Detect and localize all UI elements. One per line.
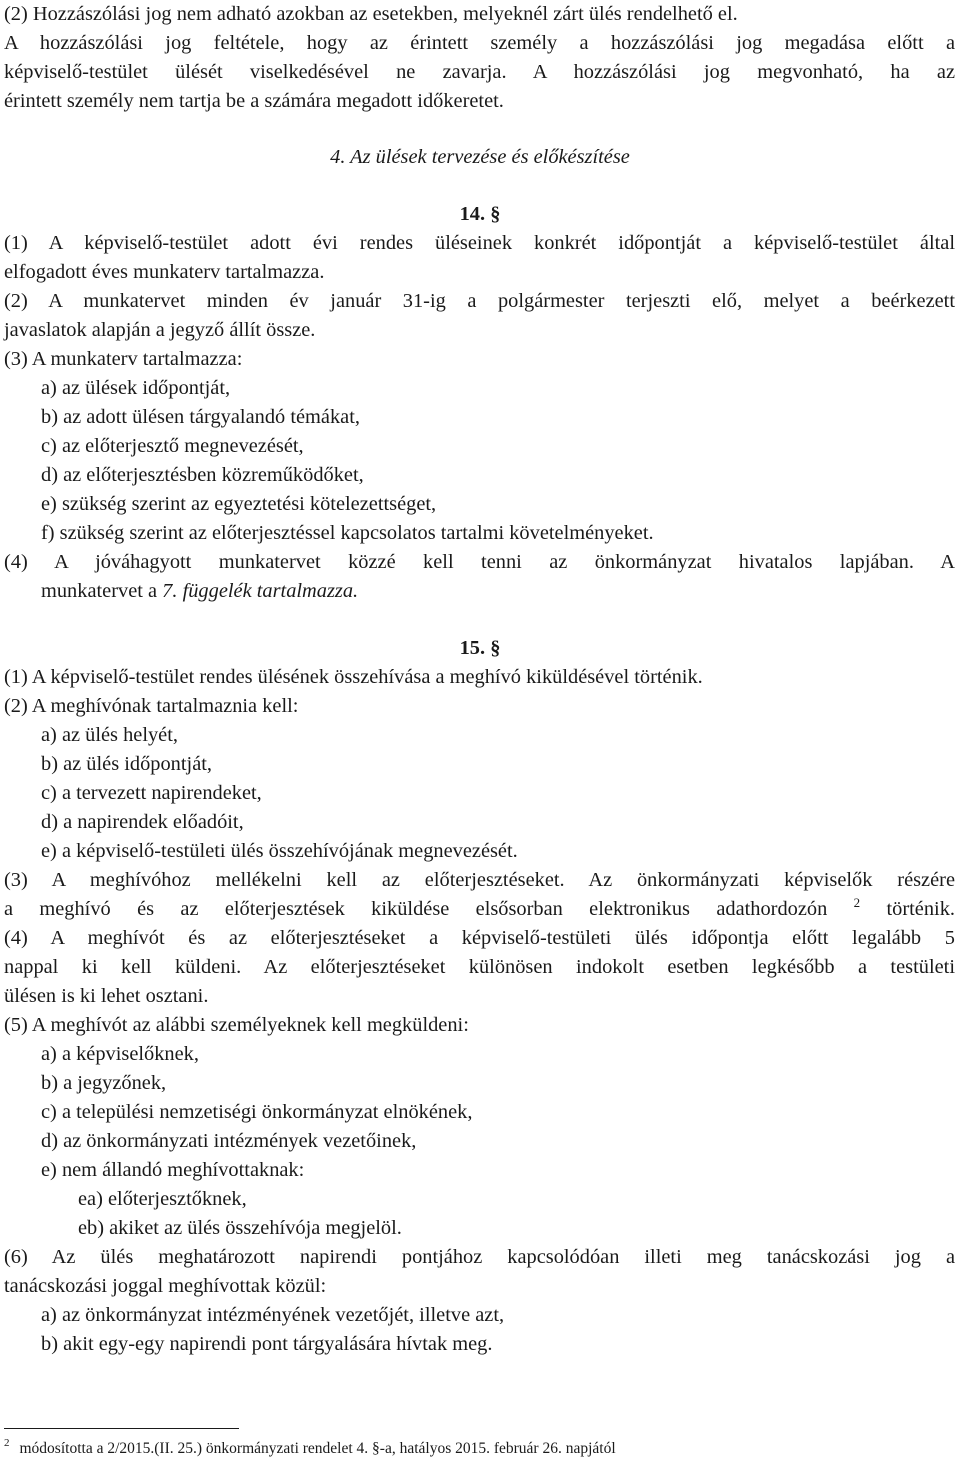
list-item: a) a képviselőknek, bbox=[41, 1043, 199, 1065]
footnote-divider bbox=[4, 1428, 239, 1429]
list-item: a) az ülések időpontját, bbox=[41, 377, 231, 399]
list-item: c) a tervezett napirendeket, bbox=[41, 782, 262, 804]
paragraph-line: (1) A képviselő-testület rendes ülésének összehívása a meghívó kiküldésével történik. bbox=[4, 666, 703, 688]
list-item: e) nem állandó meghívottaknak: bbox=[41, 1159, 305, 1181]
chapter-title: 4. Az ülések tervezése és előkészítése bbox=[330, 146, 630, 168]
list-item: f) szükség szerint az előterjesztéssel kapcsolatos tartalmi követelményeket. bbox=[41, 522, 654, 544]
list-item: d) az előterjesztésben közreműködőket, bbox=[41, 464, 364, 486]
paragraph-line: tanácskozási joggal meghívottak közül: bbox=[4, 1275, 327, 1297]
section-heading-15: 15. § bbox=[459, 637, 501, 659]
appendix-ref-link: 7. függelék tartalmazza. bbox=[162, 580, 359, 602]
paragraph-line: (4) A jóváhagyott munkatervet közzé kell tenni az önkormányzat hivatalos lapjában. A bbox=[4, 551, 955, 573]
list-item: a) az ülés helyét, bbox=[41, 724, 178, 746]
list-item: d) az önkormányzati intézmények vezetőinek, bbox=[41, 1130, 417, 1152]
list-item: b) az adott ülésen tárgyalandó témákat, bbox=[41, 406, 360, 428]
paragraph-line: képviselő-testület ülését viselkedésével ne zavarja. A hozzászólási jog megvonható, ha az bbox=[4, 61, 955, 83]
paragraph-text: történik. bbox=[860, 898, 955, 920]
list-intro: (5) A meghívót az alábbi személyeknek kell megküldeni: bbox=[4, 1014, 469, 1036]
paragraph-line: A hozzászólási jog feltétele, hogy az érintett személy a hozzászólási jog megadása előtt a bbox=[4, 32, 955, 54]
sub-list-item: eb) akiket az ülés összehívója megjelöl. bbox=[78, 1217, 402, 1239]
list-item: b) a jegyzőnek, bbox=[41, 1072, 167, 1094]
footnote bbox=[4, 1439, 616, 1459]
paragraph-line: nappal ki kell küldeni. Az előterjesztéseket különösen indokolt esetben legkésőbb a testületi bbox=[4, 956, 955, 978]
paragraph-line: (2) Hozzászólási jog nem adható azokban az esetekben, melyeknél zárt ülés rendelhető el. bbox=[4, 3, 738, 25]
list-item: c) a települési nemzetiségi önkormányzat elnökének, bbox=[41, 1101, 473, 1123]
list-item: d) a napirendek előadóit, bbox=[41, 811, 244, 833]
sub-list-item: ea) előterjesztőknek, bbox=[78, 1188, 247, 1210]
list-item: e) a képviselő-testületi ülés összehívójának megnevezését. bbox=[41, 840, 518, 862]
list-intro: (2) A meghívónak tartalmaznia kell: bbox=[4, 695, 299, 717]
list-item: c) az előterjesztő megnevezését, bbox=[41, 435, 304, 457]
paragraph-line: (6) Az ülés meghatározott napirendi pontjához kapcsolódóan illeti meg tanácskozási jog a bbox=[4, 1246, 955, 1268]
list-item: b) az ülés időpontját, bbox=[41, 753, 213, 775]
paragraph-line bbox=[4, 895, 955, 924]
paragraph-line bbox=[41, 577, 358, 606]
paragraph-line: (1) A képviselő-testület adott évi rendes üléseinek konkrét időpontját a képviselő-testület által bbox=[4, 232, 955, 254]
list-intro: (3) A munkaterv tartalmazza: bbox=[4, 348, 243, 370]
section-heading-14: 14. § bbox=[459, 203, 501, 225]
paragraph-line: érintett személy nem tartja be a számára megadott időkeretet. bbox=[4, 90, 504, 112]
footnote-number: 2 bbox=[4, 1437, 10, 1449]
paragraph-text: a meghívó és az előterjesztések kiküldése elsősorban elektronikus adathordozón bbox=[4, 898, 828, 920]
footnote-marker[interactable]: 2 bbox=[853, 895, 861, 910]
paragraph-line: javaslatok alapján a jegyző állít össze. bbox=[4, 319, 316, 341]
paragraph-line: (2) A munkatervet minden év január 31-ig a polgármester terjeszti elő, melyet a beérkezett bbox=[4, 290, 955, 312]
paragraph-line: (4) A meghívót és az előterjesztéseket a képviselő-testületi ülés időpontja előtt legalább 5 bbox=[4, 927, 955, 949]
list-item: a) az önkormányzat intézményének vezetőjét, illetve azt, bbox=[41, 1304, 505, 1326]
paragraph-line: (3) A meghívóhoz mellékelni kell az előterjesztéseket. Az önkormányzati képviselők részére bbox=[4, 869, 955, 891]
list-item: b) akit egy-egy napirendi pont tárgyalására hívtak meg. bbox=[41, 1333, 493, 1355]
appendix-ref-text: munkatervet a bbox=[41, 580, 163, 602]
paragraph-line: ülésen is ki lehet osztani. bbox=[4, 985, 209, 1007]
footnote-text: módosította a 2/2015.(II. 25.) önkormányzati rendelet 4. §-a, hatályos 2015. február 26. napjától bbox=[19, 1440, 616, 1457]
list-item: e) szükség szerint az egyeztetési kötelezettséget, bbox=[41, 493, 437, 515]
paragraph-line: elfogadott éves munkaterv tartalmazza. bbox=[4, 261, 325, 283]
